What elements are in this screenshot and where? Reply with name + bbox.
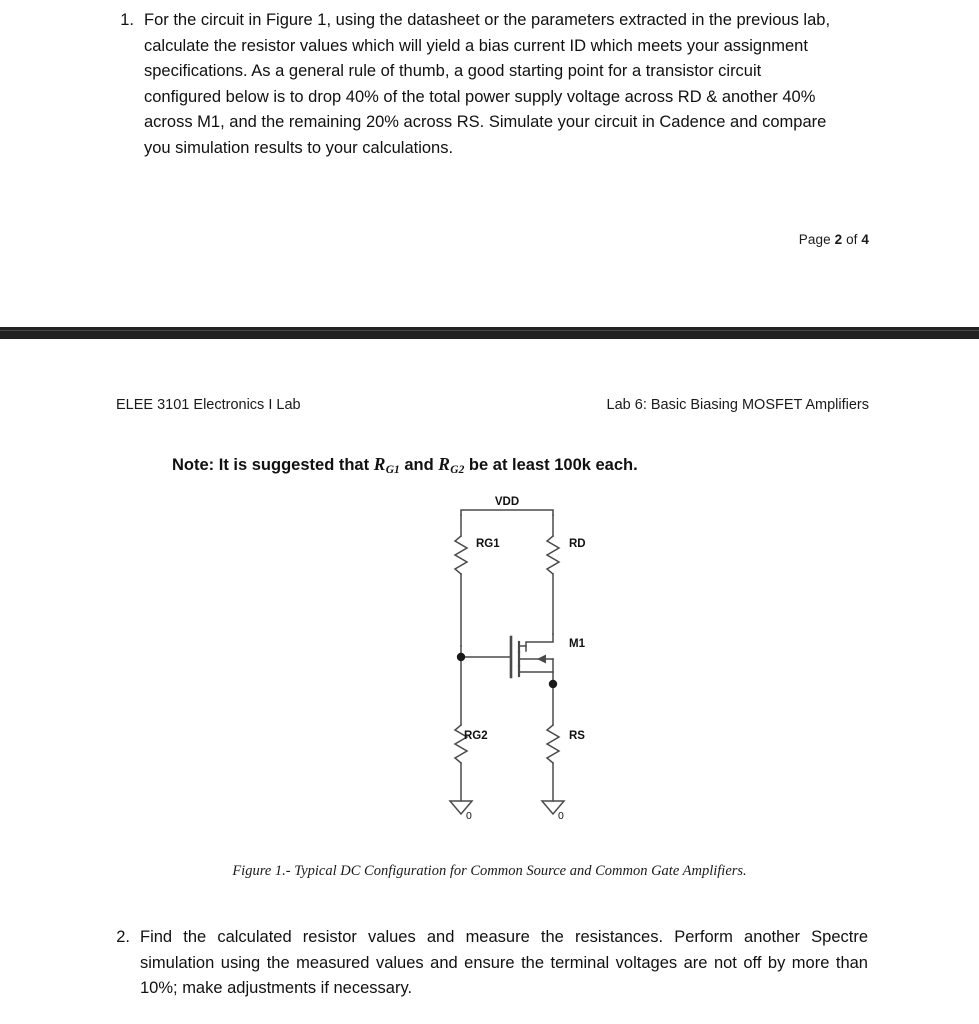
header-course-label: ELEE 3101 Electronics I Lab [116,397,301,413]
note-variable-rg2-subscript: G2 [450,463,465,476]
document-header [116,397,869,413]
circuit-schematic [380,494,640,844]
figure-caption: Figure 1.- Typical DC Configuration for Common Source and Common Gate Amplifiers. [232,863,747,879]
list-item-marker: 1. [120,11,134,29]
label-rg1: RG1 [476,538,500,550]
note-variable-rg1-subscript: G1 [385,463,400,476]
mosfet-body-arrow [537,655,546,664]
junction-dot-gate [457,653,465,661]
note-variable-rg2-base: R [438,454,450,474]
note-suffix: be at least 100k each. [468,456,638,474]
rs-resistor-body [547,725,559,763]
list-item [108,925,883,1002]
label-rs: RS [569,730,585,742]
list-item [108,8,878,162]
page-one-fragment [0,0,979,327]
header-lab-title: Lab 6: Basic Biasing MOSFET Amplifiers [606,397,869,413]
note-variable-rg1-base: R [373,454,386,474]
label-vdd: VDD [494,496,520,508]
page-two-fragment [0,339,979,1024]
page-footer-middle: of [846,232,858,247]
rg1-resistor-body [455,536,467,574]
page-number-footer [799,232,869,247]
note-conjunction: and [404,456,434,474]
note-variable-rg1 [374,454,400,474]
note-variable-rg2 [438,454,464,474]
label-ground-left: 0 [466,810,472,822]
label-rg2: RG2 [464,730,488,742]
label-rd: RD [569,538,586,550]
page-footer-prefix: Page [798,232,831,247]
vdd-rail-wire [461,510,553,515]
page-footer-current: 2 [834,232,843,247]
drain-wire [526,634,553,651]
page-separator-band [0,327,979,339]
page-separator-highlight [0,330,979,331]
list-item-marker: 2. [116,928,130,946]
rd-resistor-body [547,536,559,574]
page-footer-total: 4 [861,232,869,247]
list-item-text: Find the calculated resistor values and measure the resistances. Perform another Spectre simulation using the measured values and ensure the terminal voltages are not off by more than 10%; make adjustments if necessary. [140,928,868,998]
list-item-text: For the circuit in Figure 1, using the datasheet or the parameters extracted in the previous lab, calculate the resistor values which will yield a bias current ID which meets your assignment specifications. As a general rule of thumb, a good starting point for a transistor circuit configured below is to drop 40% of the total power supply voltage across RD & another 40% across M1, and the remaining 20% across RS. Simulate your circuit in Cadence and compare you simulation results to your calculations. [144,11,831,157]
note-text [172,454,638,476]
junction-dot-source [549,680,557,688]
label-ground-right: 0 [558,810,564,822]
note-prefix: Note: It is suggested that [172,456,370,474]
label-m1: M1 [569,638,585,650]
